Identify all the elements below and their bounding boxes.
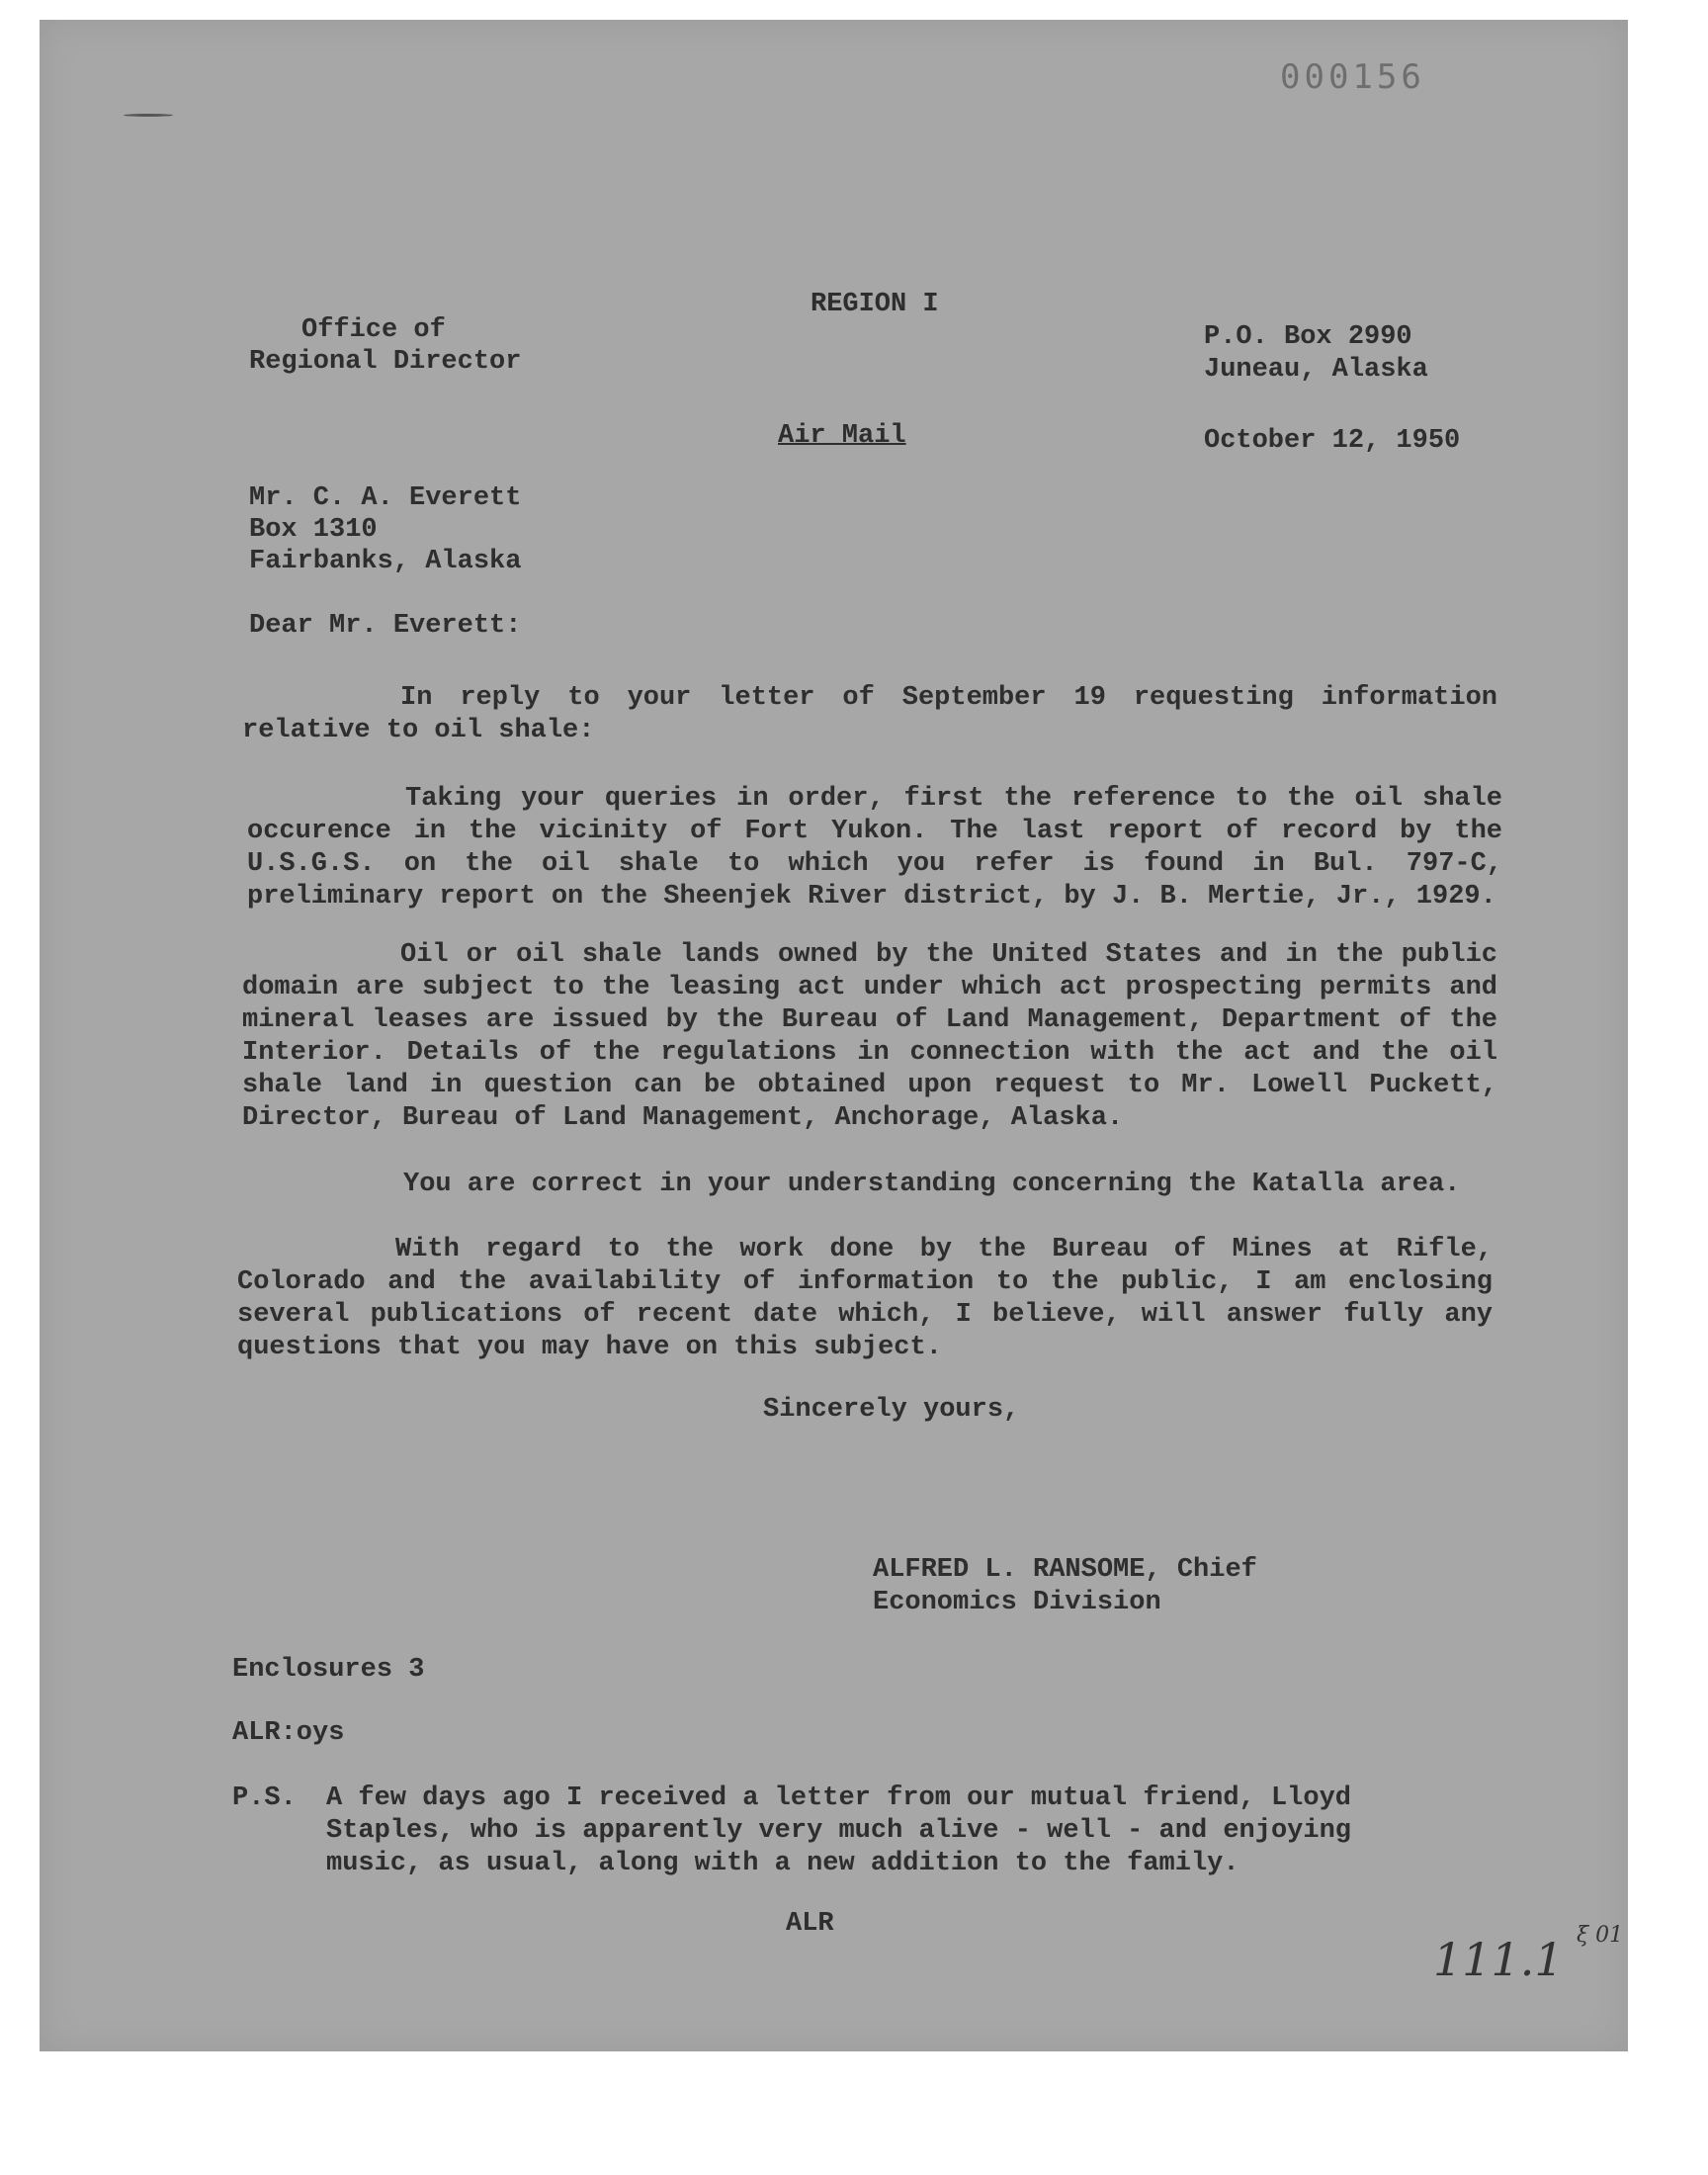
paper-mark [124, 114, 173, 117]
body-paragraph-5: With regard to the work done by the Bureau of Mines at Rifle, Colorado and the availability of information to the public, I am enclosing several publications of recent date which, I believe, will answer fully any questions that you may have on this subject. [237, 1235, 1493, 1362]
sender-address-line-1: P.O. Box 2990 [1204, 322, 1412, 352]
sender-address-line-2: Juneau, Alaska [1204, 355, 1428, 385]
body-paragraph-1: In reply to your letter of September 19 requesting information relative to oil shale: [242, 683, 1497, 745]
air-mail-label: Air Mail [778, 421, 906, 451]
body-paragraph-3: Oil or oil shale lands owned by the United States and in the public domain are subject to the leasing act under which act prospecting permits and mineral leases are issued by the Bureau of Land Management, Department of the Interior. Details of the regulations in connection with the act and the oil shale land in question can be obtained upon request to Mr. Lowell Puckett, Director, Bureau of Land Management, Anchorage, Alaska. [242, 940, 1497, 1133]
closing: Sincerely yours, [763, 1395, 1020, 1425]
document-stamp-number: 000156 [1280, 57, 1425, 97]
signature-name-title: ALFRED L. RANSOME, Chief [873, 1555, 1257, 1585]
recipient-city: Fairbanks, Alaska [249, 547, 522, 576]
postscript-text: A few days ago I received a letter from our mutual friend, Lloyd Staples, who is apparently very much alive - well - and enjoying music, as usual, along with a new addition to the family. [326, 1784, 1351, 1878]
office-line-1: Office of [301, 315, 446, 345]
handwritten-file-number-suffix: ξ 01 [1577, 1923, 1624, 1948]
salutation: Dear Mr. Everett: [249, 611, 522, 641]
recipient-box: Box 1310 [249, 515, 378, 545]
signature-division: Economics Division [873, 1588, 1161, 1617]
letter-page [40, 20, 1628, 2051]
body-paragraph-4: You are correct in your understanding concerning the Katalla area. [403, 1170, 1461, 1199]
handwritten-file-number: 111.1 [1433, 1933, 1564, 1986]
footer-initials: ALR [786, 1909, 834, 1939]
postscript-label: P.S. [232, 1784, 297, 1813]
letter-date: October 12, 1950 [1204, 426, 1461, 456]
recipient-name: Mr. C. A. Everett [249, 483, 522, 513]
enclosures-note: Enclosures 3 [232, 1655, 425, 1685]
reference-initials: ALR:oys [232, 1718, 345, 1748]
region-heading: REGION I [811, 290, 939, 319]
body-paragraph-2: Taking your queries in order, first the reference to the oil shale occurence in the vicinity of Fort Yukon. The last report of record by the U.S.G.S. on the oil shale to which you refer is found in Bul. 797-C, preliminary report on the Sheenjek River district, by J. B. Mertie, Jr., 1929. [247, 784, 1502, 912]
office-line-2: Regional Director [249, 347, 522, 377]
